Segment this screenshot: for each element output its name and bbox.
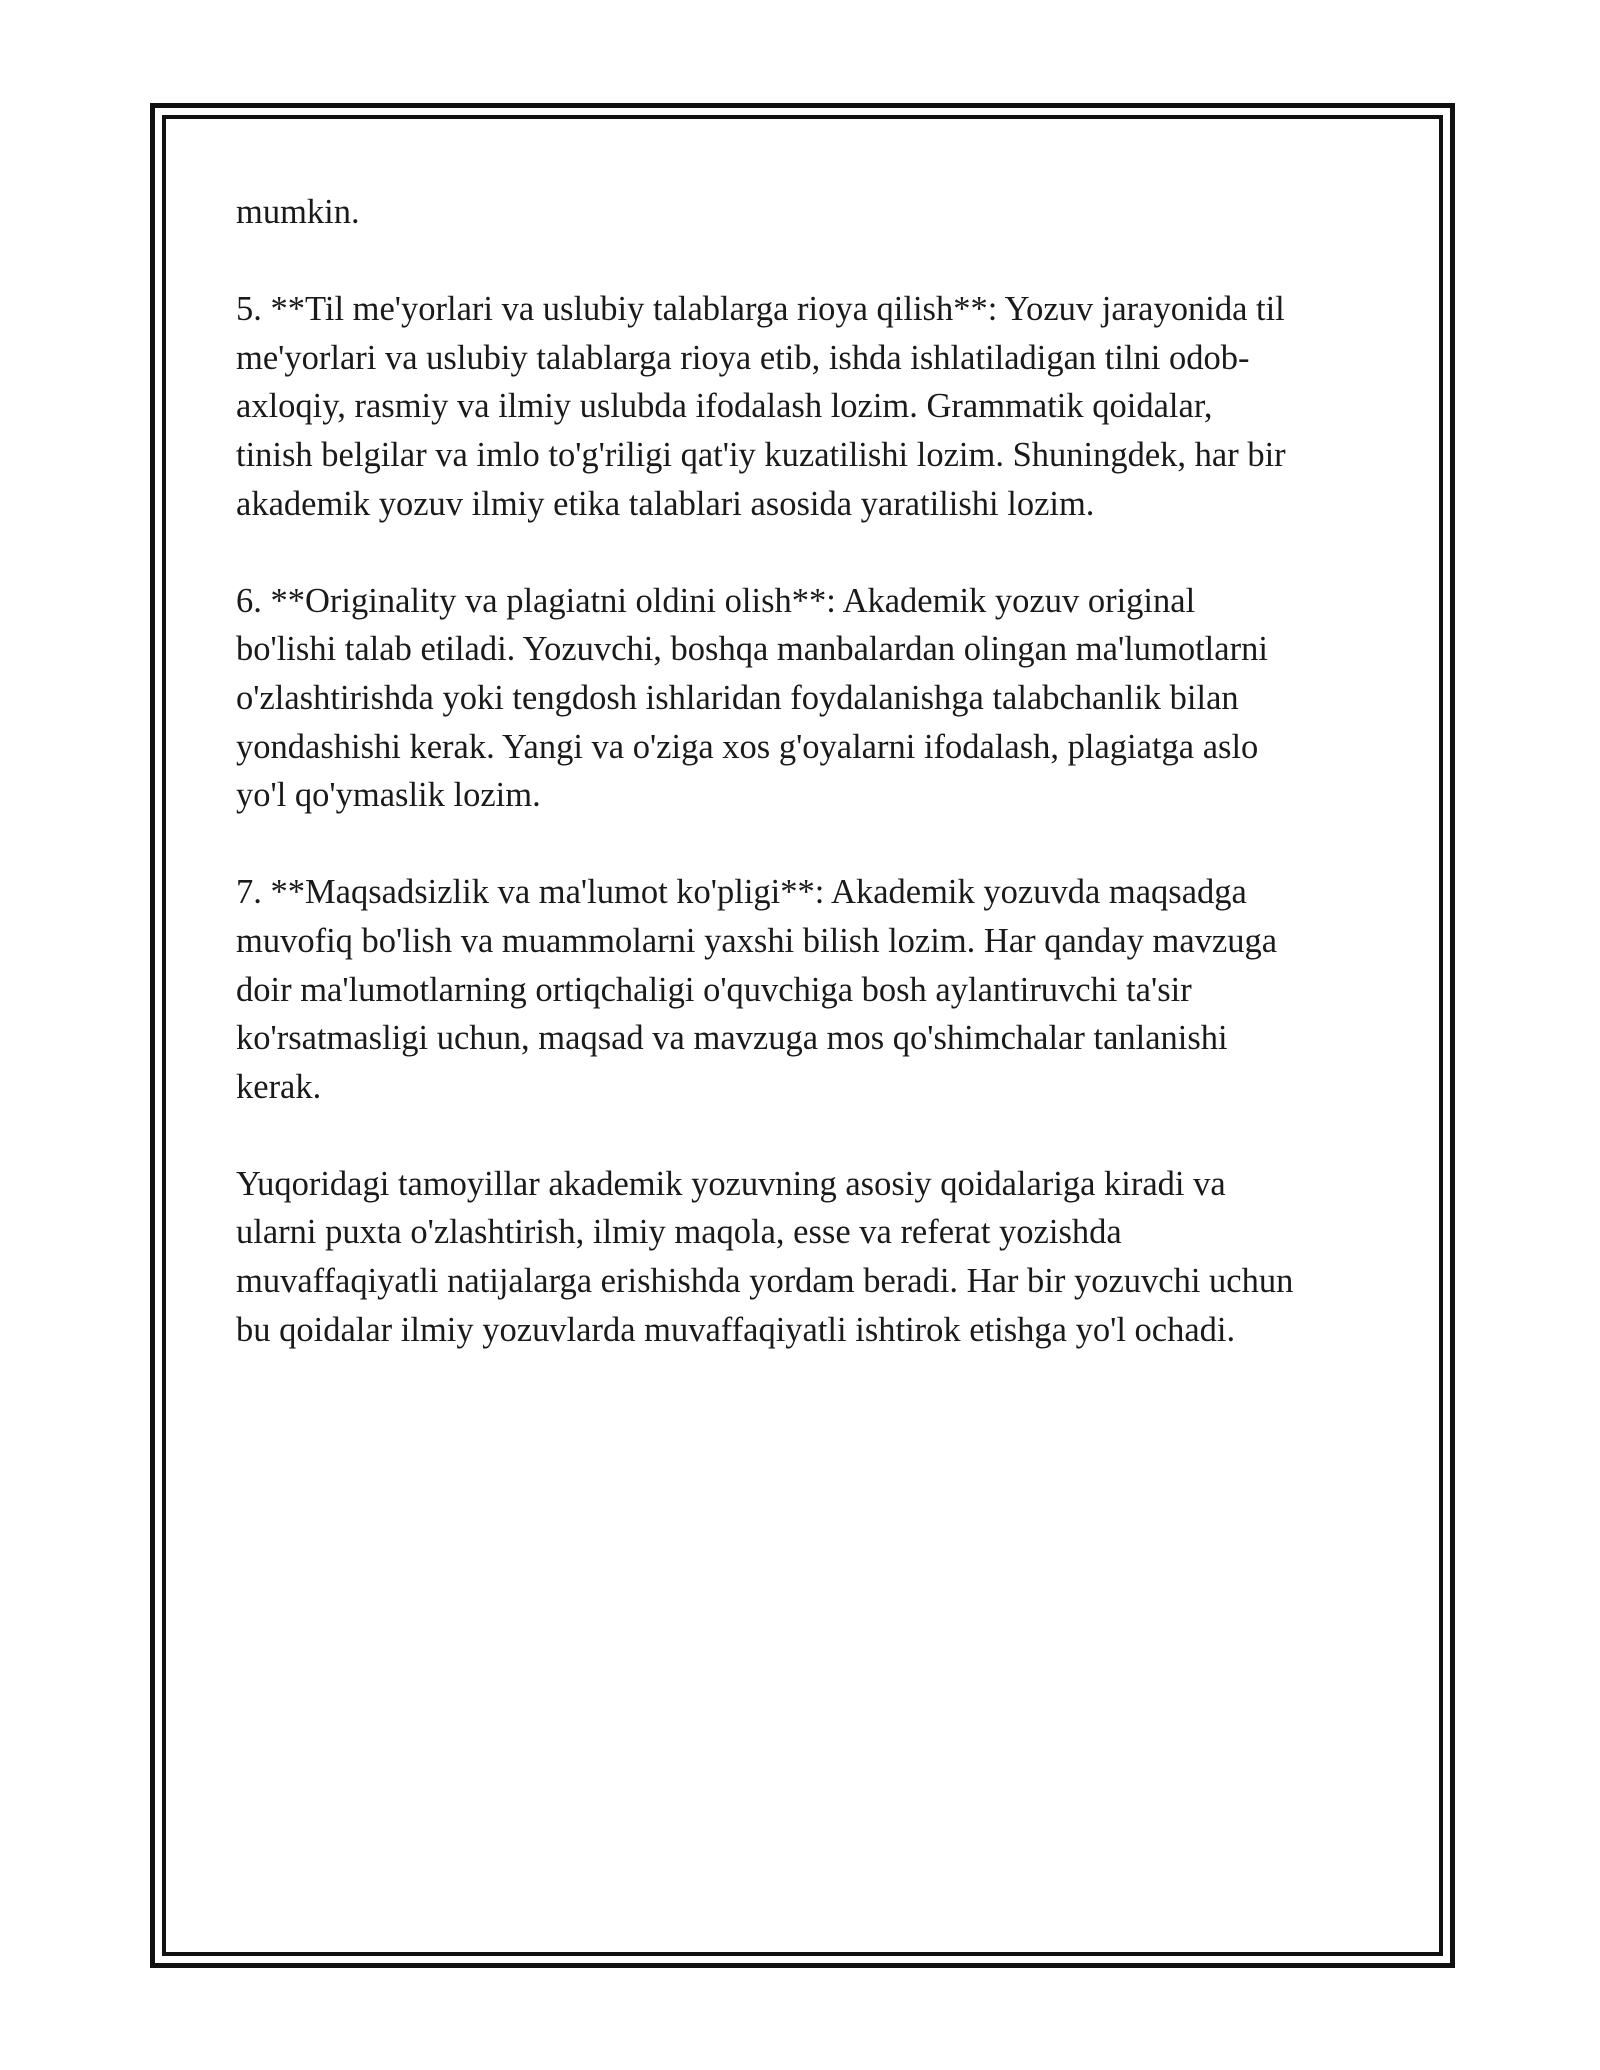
paragraph-item-7: [236, 868, 1386, 1111]
text-line: 5. **Til me'yorlari va uslubiy talablarga rioya qilish**: Yozuv jarayonida til: [236, 290, 1285, 329]
text-line: bu qoidalar ilmiy yozuvlarda muvaffaqiyatli ishtirok etishga yo'l ochadi.: [236, 1310, 1236, 1349]
text-line: axloqiy, rasmiy va ilmiy uslubda ifodalash lozim. Grammatik qoidalar,: [236, 387, 1213, 426]
text-line: ko'rsatmasligi uchun, maqsad va mavzuga mos qo'shimchalar tanlanishi: [236, 1019, 1228, 1058]
document-body: [236, 188, 1386, 1403]
text-line: Yuqoridagi tamoyillar akademik yozuvning asosiy qoidalariga kiradi va: [236, 1164, 1226, 1203]
text-line: 7. **Maqsadsizlik va ma'lumot ko'pligi**: Akademik yozuvda maqsadga: [236, 873, 1247, 912]
text-line: doir ma'lumotlarning ortiqchaligi o'quvchiga bosh aylantiruvchi ta'sir: [236, 970, 1192, 1009]
text-line: yondashishi kerak. Yangi va o'ziga xos g'oyalarni ifodalash, plagiatga aslo: [236, 727, 1259, 766]
text-line: o'zlashtirishda yoki tengdosh ishlaridan foydalanishga talabchanlik bilan: [236, 678, 1239, 717]
paragraph-conclusion: [236, 1160, 1386, 1354]
text-line: 6. **Originality va plagiatni oldini olish**: Akademik yozuv original: [236, 581, 1196, 620]
text-line: yo'l qo'ymaslik lozim.: [236, 776, 541, 815]
text-line: mumkin.: [236, 193, 360, 231]
paragraph-continuation: [236, 188, 1386, 237]
text-line: bo'lishi talab etiladi. Yozuvchi, boshqa manbalardan olingan ma'lumotlarni: [236, 630, 1268, 669]
paragraph-item-6: [236, 577, 1386, 820]
text-line: tinish belgilar va imlo to'g'riligi qat'iy kuzatilishi lozim. Shuningdek, har bir: [236, 435, 1286, 474]
text-line: me'yorlari va uslubiy talablarga rioya etib, ishda ishlatiladigan tilni odob-: [236, 338, 1250, 377]
text-line: ularni puxta o'zlashtirish, ilmiy maqola, esse va referat yozishda: [236, 1213, 1122, 1252]
text-line: muvaffaqiyatli natijalarga erishishda yordam beradi. Har bir yozuvchi uchun: [236, 1262, 1294, 1301]
text-line: kerak.: [236, 1067, 322, 1106]
text-line: akademik yozuv ilmiy etika talablari asosida yaratilishi lozim.: [236, 484, 1095, 523]
paragraph-item-5: [236, 285, 1386, 528]
text-line: muvofiq bo'lish va muammolarni yaxshi bilish lozim. Har qanday mavzuga: [236, 921, 1278, 960]
